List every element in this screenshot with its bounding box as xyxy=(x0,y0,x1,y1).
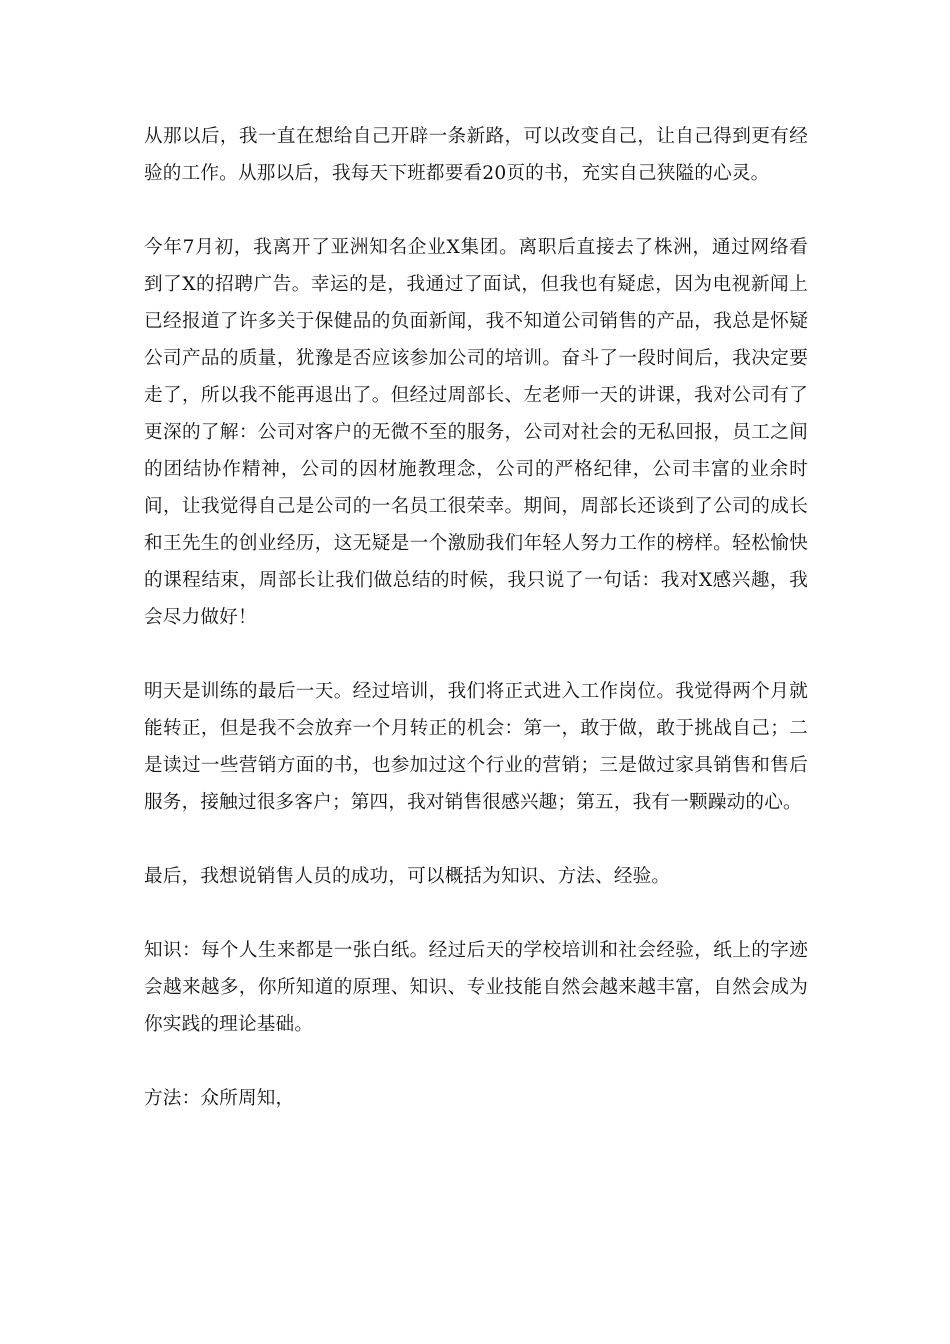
paragraph-new-path: 从那以后，我一直在想给自己开辟一条新路，可以改变自己，让自己得到更有经验的工作。从那以后，我每天下班都要看20页的书，充实自己狭隘的心灵。 xyxy=(144,126,808,184)
document-body xyxy=(144,118,808,1154)
paragraph-summary: 最后，我想说销售人员的成功，可以概括为知识、方法、经验。 xyxy=(144,866,671,887)
paragraph-method: 方法：众所周知， xyxy=(144,1088,295,1109)
paragraph-joining-company: 今年7月初，我离开了亚洲知名企业X集团。离职后直接去了株洲，通过网络看到了X的招聘广告。幸运的是，我通过了面试，但我也有疑虑，因为电视新闻上已经报道了许多关于保健品的负面新闻，我不知道公司销售的产品，我总是怀疑公司产品的质量，犹豫是否应该参加公司的培训。奋斗了一段时间后，我决定要走了，所以我不能再退出了。但经过周部长、左老师一天的讲课，我对公司有了更深的了解：公司对客户的无微不至的服务，公司对社会的无私回报，员工之间的团结协作精神，公司的因材施教理念，公司的严格纪律，公司丰富的业余时间，让我觉得自己是公司的一名员工很荣幸。期间，周部长还谈到了公司的成长和王先生的创业经历，这无疑是一个激励我们年轻人努力工作的榜样。轻松愉快的课程结束，周部长让我们做总结的时候，我只说了一句话：我对X感兴趣，我会尽力做好！ xyxy=(144,237,808,628)
paragraph-training-last-day: 明天是训练的最后一天。经过培训，我们将正式进入工作岗位。我觉得两个月就能转正，但是我不会放弃一个月转正的机会：第一，敢于做，敢于挑战自己；二是读过一些营销方面的书，也参加过这个行业的营销；三是做过家具销售和售后服务，接触过很多客户；第四，我对销售很感兴趣；第五，我有一颗躁动的心。 xyxy=(144,681,808,813)
paragraph-knowledge: 知识：每个人生来都是一张白纸。经过后天的学校培训和社会经验，纸上的字迹会越来越多，你所知道的原理、知识、专业技能自然会越来越丰富，自然会成为你实践的理论基础。 xyxy=(144,940,808,1035)
